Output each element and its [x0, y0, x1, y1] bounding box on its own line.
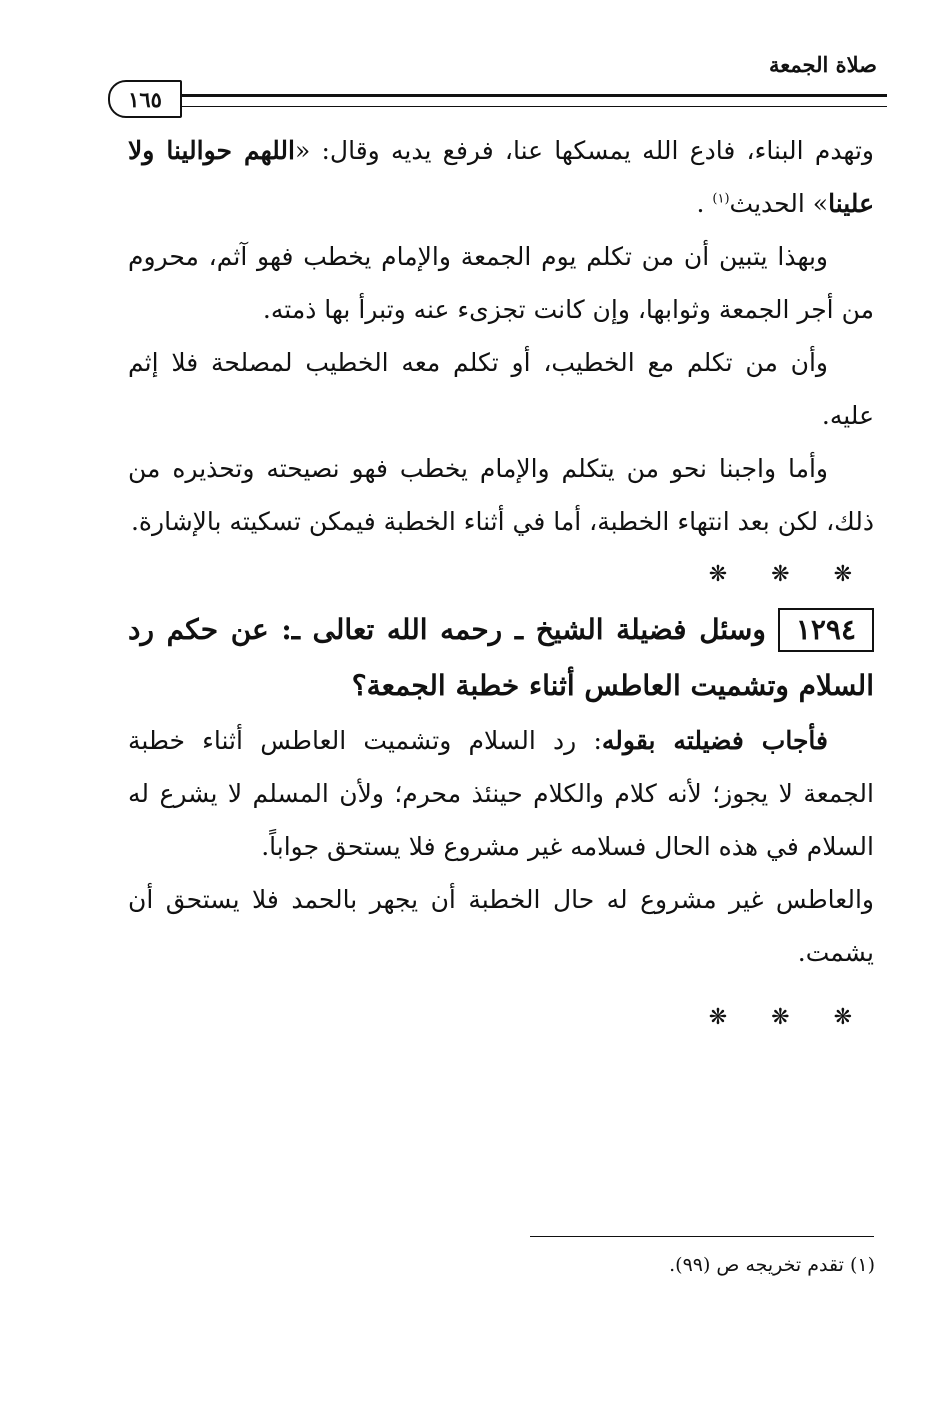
running-title: صلاة الجمعة — [769, 52, 877, 77]
hadith-quote: اللهم حوالينا ولا علينا — [128, 136, 874, 218]
asterisk-icon: ❋ — [833, 562, 852, 587]
answer — [128, 714, 874, 873]
answer-body: : رد السلام وتشميت العاطس أثناء خطبة الجمعة لا يجوز؛ لأنه كلام والكلام حينئذ محرم؛ ولأن المسلم لا يشرع له السلام في هذه الحال فسلامه غير مشروع فلا يستحق جواباً. — [128, 726, 874, 861]
footnote-rule — [530, 1236, 874, 1237]
section-separator — [128, 548, 874, 602]
paragraph-ruling: وبهذا يتبين أن من تكلم يوم الجمعة والإمام يخطب فهو آثم، محروم من أجر الجمعة وثوابها، وإن كانت تجزىء عنه وتبرأ بها ذمته. — [128, 242, 874, 324]
hadith-tail: » الحديث — [729, 189, 829, 218]
question-number: ١٢٩٤ — [778, 608, 874, 652]
asterisk-icon: ❋ — [771, 1005, 790, 1030]
asterisk-icon: ❋ — [771, 562, 790, 587]
hadith-end: . — [696, 189, 713, 218]
paragraph-duty: وأما واجبنا نحو من يتكلم والإمام يخطب فهو نصيحته وتحذيره من ذلك، لكن بعد انتهاء الخطبة، أما في أثناء الخطبة فيمكن تسكيته بالإشارة. — [128, 454, 874, 536]
paragraph-sneezer: والعاطس غير مشروع له حال الخطبة أن يجهر بالحمد فلا يستحق أن يشمت. — [128, 885, 874, 967]
section-separator-end — [128, 991, 874, 1045]
footnote-ref: (١) — [712, 191, 730, 207]
answer-lead: فأجاب فضيلته بقوله — [601, 726, 828, 755]
paragraph-exception: وأن من تكلم مع الخطيب، أو تكلم معه الخطيب لمصلحة فلا إثم عليه. — [128, 348, 874, 430]
header-rule — [178, 94, 887, 107]
body-text — [128, 124, 874, 1045]
footnote: (١) تقدم تخريجه ص (٩٩). — [669, 1254, 875, 1276]
question — [128, 602, 874, 714]
hadith-intro: وتهدم البناء، فادع الله يمسكها عنا، فرفع يديه وقال: « — [294, 136, 874, 165]
asterisk-icon: ❋ — [708, 1005, 728, 1030]
paragraph-hadith — [128, 124, 874, 230]
page-number: ١٦٥ — [108, 80, 182, 118]
question-text: وسئل فضيلة الشيخ ـ رحمه الله تعالى ـ: عن حكم رد السلام وتشميت العاطس أثناء خطبة الجمعة؟ — [128, 613, 874, 702]
asterisk-icon: ❋ — [833, 1005, 852, 1030]
asterisk-icon: ❋ — [708, 562, 728, 587]
